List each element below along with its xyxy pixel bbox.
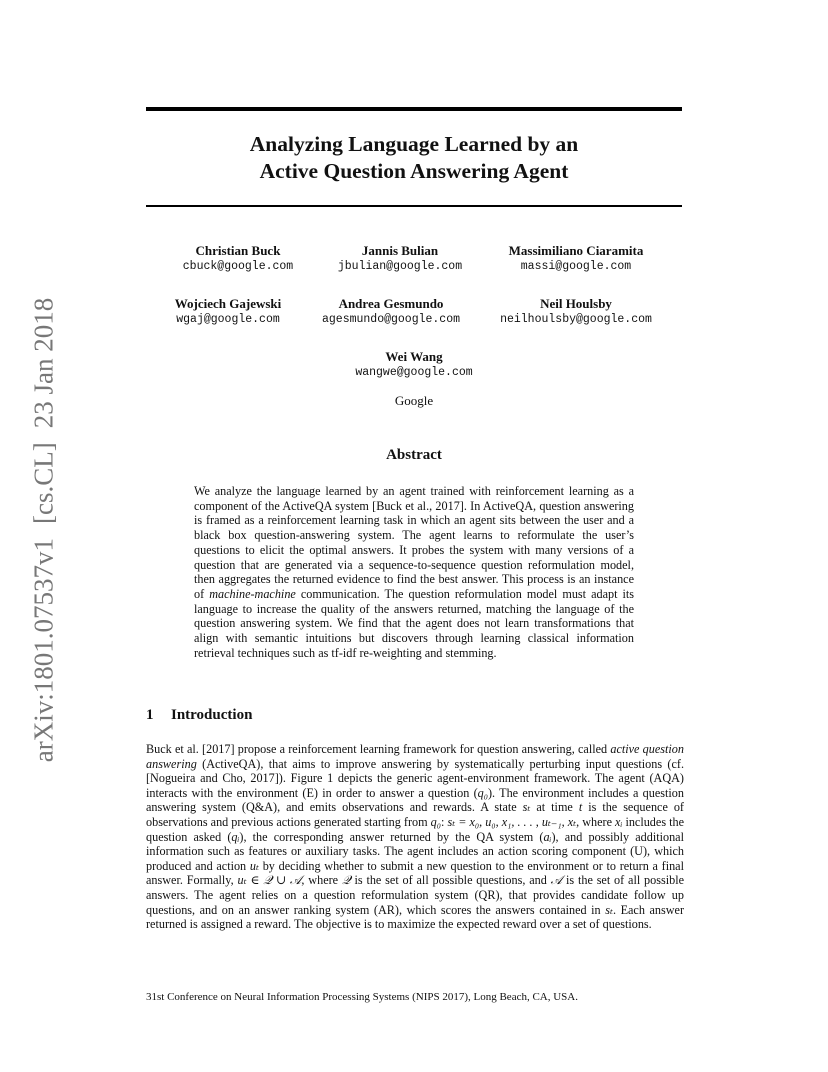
math-inline: uₜ ∈ 𝒬 ∪ 𝒜: [237, 873, 302, 888]
intro-text: is the set of all possible questions, and: [350, 873, 551, 888]
math-inline: q₀: [477, 785, 488, 800]
intro-text: at time: [530, 800, 579, 815]
title-bottom-rule: [146, 205, 682, 207]
math-inline: sₜ = x₀, u₀, x₁, . . . , uₜ₋₁, xₜ: [447, 814, 577, 829]
math-inline: t: [578, 800, 583, 815]
intro-text: . Each answer returned is assigned a reward. The objective is to maximize the expected reward over a set of questions.: [146, 902, 684, 932]
intro-text: by deciding whether to submit a new question to the environment or to return a final answer. Formally,: [146, 858, 684, 888]
math-inline: xᵢ: [615, 814, 623, 829]
title-top-rule: [146, 107, 682, 111]
intro-paragraph: [146, 742, 684, 932]
author-name: Jannis Bulian: [361, 243, 439, 258]
title-line-1: Analyzing Language Learned by an: [249, 132, 579, 156]
section-number: 1: [146, 707, 154, 723]
title-line-2: Active Question Answering Agent: [259, 159, 569, 183]
intro-text: is the sequence of observations and previous actions generated starting from: [146, 800, 684, 829]
author-email: wgaj@google.com: [176, 313, 280, 326]
author-name: Massimiliano Ciaramita: [508, 243, 644, 258]
intro-text: (ActiveQA), that aims to improve answering by systematically perturbing input questions (cf. [Nogueira and Cho, 2017]). Figure 1 depicts the generic agent-environment framework. The agent (AQA) interacts with the environment (E) in order to answer a question (: [146, 756, 684, 800]
author-email: wangwe@google.com: [355, 366, 473, 379]
author-email: agesmundo@google.com: [321, 313, 461, 326]
author-block: [291, 296, 491, 328]
abstract-part-1: We analyze the language learned by an agent trained with reinforcement learning as a component of the ActiveQA system [Buck et al., 2017]. In ActiveQA, question answering is framed as a reinforcement learning task in which an agent sits between the user and a black box question-answering system. The agent learns to reformulate the user’s questions to elicit the optimal answers. It probes the system with many versions of a question that are generated via a sequence-to-sequence question reformulation model, then aggregates the returned evidence to find the best answer. This process is an instance of: [194, 484, 634, 601]
author-name: Neil Houlsby: [540, 296, 612, 311]
intro-text: ). The environment includes a question answering system (Q&A), and emits observations and rewards. A state: [146, 785, 684, 815]
author-email: neilhoulsby@google.com: [500, 313, 652, 326]
intro-emphasis: active question answering: [146, 742, 684, 771]
author-name: Wojciech Gajewski: [174, 296, 282, 311]
intro-text: is the set of all possible answers. The agent relies on a question reformulation system (QR), that provides candidate follow up questions, and on an answer ranking system (AR), which scores the answers contained in: [146, 873, 684, 917]
author-name: Christian Buck: [195, 243, 281, 258]
intro-text: Buck et al. [2017] propose a reinforcement learning framework for question answering, called: [146, 742, 611, 756]
intro-text: :: [441, 814, 448, 829]
author-block: [300, 243, 500, 275]
author-name: Wei Wang: [385, 349, 443, 364]
author-block: [314, 349, 514, 381]
author-email: massi@google.com: [520, 260, 632, 273]
intro-text: ), the corresponding answer returned by the QA system (: [239, 829, 544, 844]
author-email: cbuck@google.com: [182, 260, 294, 273]
author-name: Andrea Gesmundo: [338, 296, 444, 311]
affiliation: Google: [394, 393, 434, 408]
math-inline: q₀: [430, 814, 442, 829]
author-email: jbulian@google.com: [337, 260, 463, 273]
math-inline: 𝒜: [550, 873, 563, 888]
author-block: [476, 243, 676, 275]
abstract-emphasis: machine-machine: [209, 586, 296, 601]
abstract-text: [194, 484, 634, 660]
arxiv-id: arXiv:1801.07537v1: [28, 538, 59, 763]
math-inline: 𝒬: [341, 873, 351, 888]
math-inline: sₜ: [605, 902, 613, 917]
math-inline: aᵢ: [543, 829, 552, 844]
intro-text: includes the question asked (: [146, 814, 684, 844]
arxiv-category: [cs.CL]: [28, 442, 59, 524]
abstract-part-2: communication. The question reformulation model must adapt its language to increase the quality of the answers returned, matching the language of the question answering system. We find that the agent does not learn transformations that align with semantic intuitions but discovers through learning classical information retrieval techniques such as tf-idf re-weighting and stemming.: [194, 586, 635, 660]
section-title: Introduction: [171, 707, 253, 723]
arxiv-sidebar-stamp: [29, 284, 60, 762]
math-inline: sₜ: [522, 800, 531, 815]
abstract-heading: Abstract: [386, 447, 442, 463]
intro-text: , where: [576, 814, 616, 829]
math-inline: uₜ: [249, 858, 259, 873]
intro-text: ), and possibly additional information such as features or auxiliary tasks. The agent includes an action scoring component (U), which produced and action: [146, 829, 684, 873]
arxiv-date: 23 Jan 2018: [28, 297, 59, 429]
section-heading: [146, 707, 252, 724]
paper-title: [146, 131, 682, 185]
math-inline: qᵢ: [231, 829, 240, 844]
conference-footnote: 31st Conference on Neural Information Processing Systems (NIPS 2017), Long Beach, CA, USA.: [146, 991, 578, 1003]
author-block: [476, 296, 676, 328]
intro-text: , where: [301, 873, 342, 888]
